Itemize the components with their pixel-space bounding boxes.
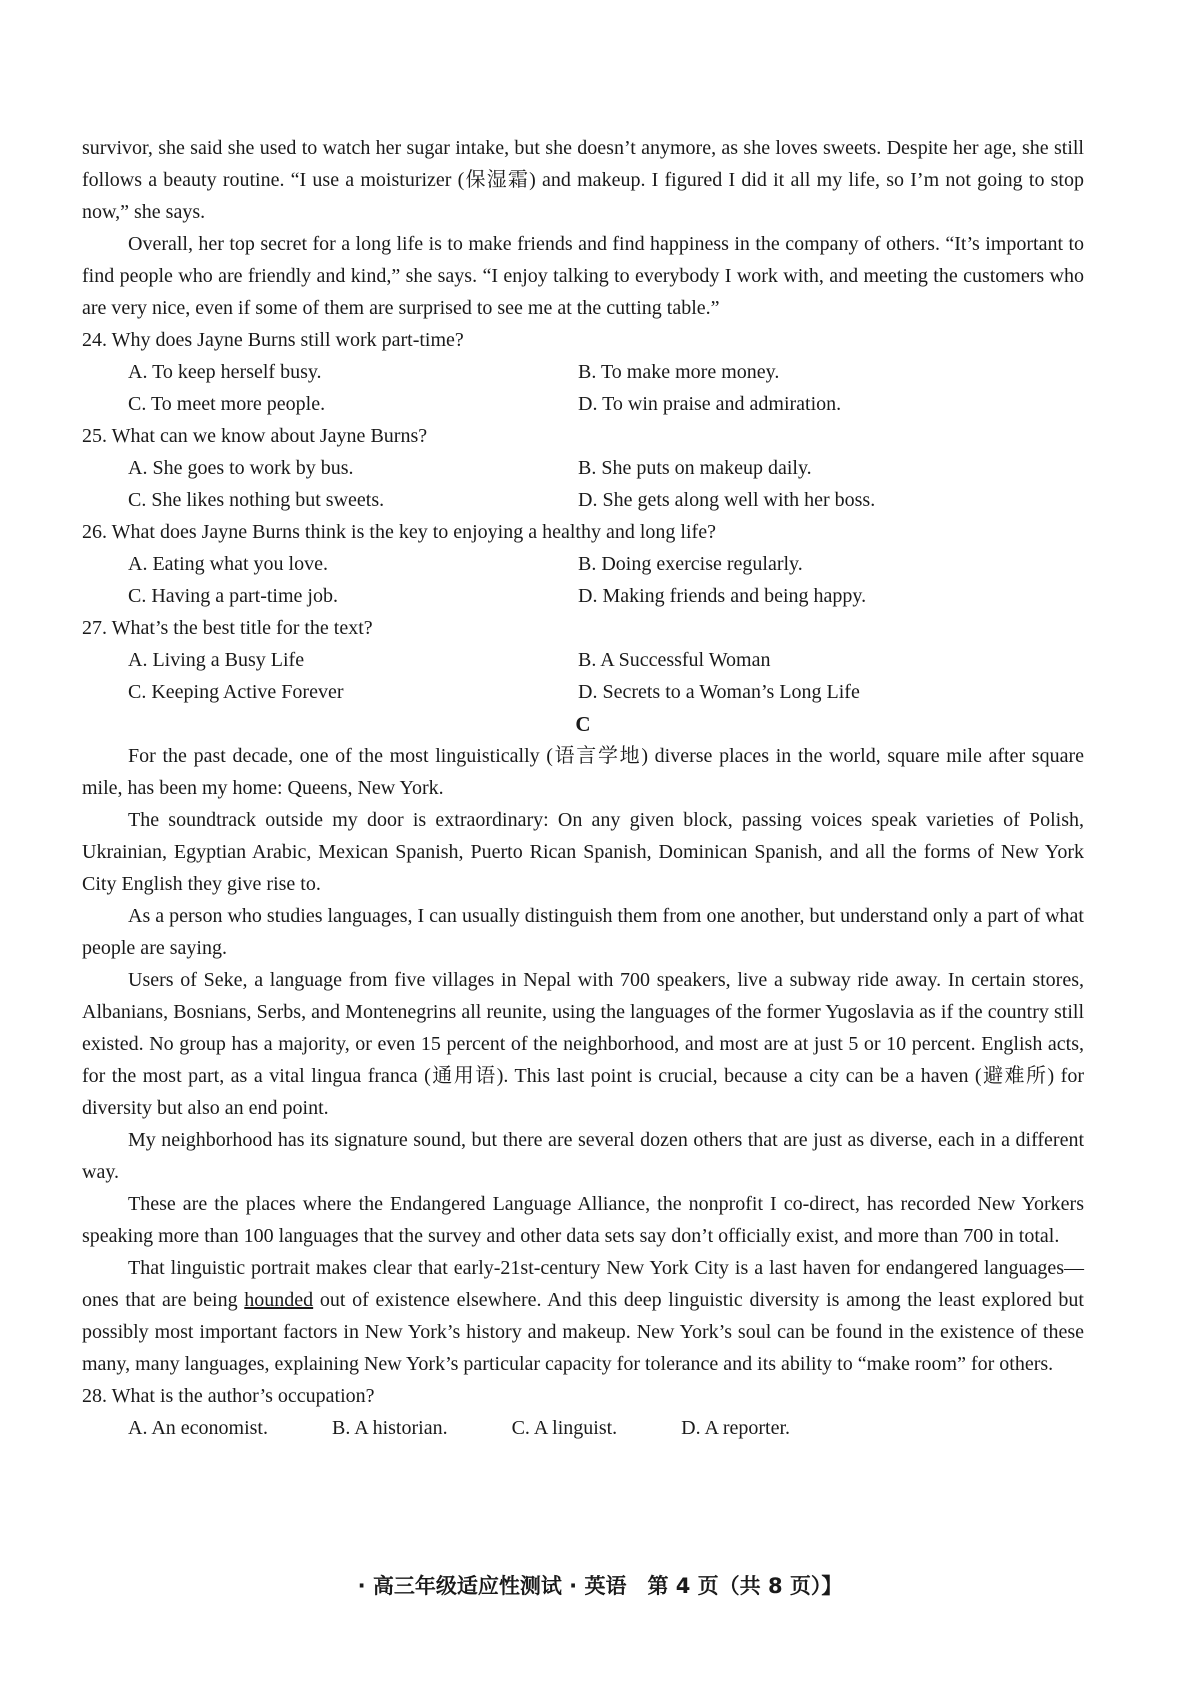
question-stem: 26. What does Jayne Burns think is the key to enjoying a healthy and long life?: [82, 521, 716, 543]
option: C. To meet more people.: [128, 393, 326, 415]
page-footer: · 高三年级适应性测试 · 英语 第 4 页（共 8 页）】: [357, 1574, 843, 1598]
passage-c-paragraph: Users of Seke, a language from five villages in Nepal with 700 speakers, live a subway ride away. In certain stores, Albanians, Bosnians, Serbs, and Montenegrins all reunite, using the languages of the former Yugoslavia as if the country still existed. No group has a majority, or even 15 percent of the neighborhood, and most are at just 5 or 10 percent. English acts, for the most part, as a vital lingua franca (通用语). This last point is crucial, because a city can be a haven (避难所) for diversity but also an end point.: [82, 969, 1084, 1119]
option: C. She likes nothing but sweets.: [128, 489, 385, 511]
option: C. Keeping Active Forever: [128, 681, 344, 703]
question-options: [82, 548, 1084, 612]
exam-page: [82, 132, 1084, 1444]
passage-c-paragraph: These are the places where the Endangered Language Alliance, the nonprofit I co-direct, has recorded New Yorkers speaking more than 100 languages that the survey and other data sets say don’t officially exist, and more than 700 in total.: [82, 1193, 1084, 1247]
underlined-word: hounded: [244, 1289, 314, 1311]
passage-c-paragraph: For the past decade, one of the most linguistically (语言学地) diverse places in the world, square mile after square mile, has been my home: Queens, New York.: [82, 745, 1084, 799]
option: C. Having a part-time job.: [128, 585, 338, 607]
question-28: [82, 1380, 1084, 1444]
paragraph-text: That linguistic portrait makes clear that early-21st-century New York City is a last haven for endangered languages—ones that are being: [82, 1257, 1084, 1311]
option: B. To make more money.: [578, 361, 780, 383]
question-options: [82, 1412, 1084, 1444]
option: D. She gets along well with her boss.: [578, 489, 876, 511]
option: D. A reporter.: [681, 1417, 791, 1439]
passage-c-paragraph: The soundtrack outside my door is extraordinary: On any given block, passing voices speak varieties of Polish, Ukrainian, Egyptian Arabic, Mexican Spanish, Puerto Rican Spanish, Dominican Spanish, and all the forms of New York City English they give rise to.: [82, 809, 1084, 895]
question-stem: 25. What can we know about Jayne Burns?: [82, 425, 428, 447]
question-stem: 28. What is the author’s occupation?: [82, 1385, 375, 1407]
option: D. Secrets to a Woman’s Long Life: [578, 681, 860, 703]
question-27: [82, 612, 1084, 708]
option: A. Living a Busy Life: [128, 649, 305, 671]
option: B. Doing exercise regularly.: [578, 553, 803, 575]
passage-c-paragraph: My neighborhood has its signature sound, but there are several dozen others that are just as diverse, each in a different way.: [82, 1129, 1084, 1183]
question-26: [82, 516, 1084, 612]
option: A. Eating what you love.: [128, 553, 328, 575]
option: D. Making friends and being happy.: [578, 585, 867, 607]
option: B. A historian.: [332, 1417, 448, 1439]
option: B. She puts on makeup daily.: [578, 457, 812, 479]
passage-c-paragraph: As a person who studies languages, I can usually distinguish them from one another, but understand only a part of what people are saying.: [82, 905, 1084, 959]
passage-b-paragraph: Overall, her top secret for a long life is to make friends and find happiness in the company of others. “It’s important to find people who are friendly and kind,” she says. “I enjoy talking to everybody I work with, and meeting the customers who are very nice, even if some of them are surprised to see me at the cutting table.”: [82, 233, 1084, 319]
paragraph-text: out of existence elsewhere. And this deep linguistic diversity is among the least explored but possibly most important factors in New York’s history and makeup. New York’s soul can be found in the existence of these many, many languages, explaining New York’s particular capacity for tolerance and its ability to “make room” for others.: [82, 1289, 1084, 1375]
question-options: [82, 644, 1084, 708]
question-stem: 27. What’s the best title for the text?: [82, 617, 373, 639]
question-stem: 24. Why does Jayne Burns still work part-time?: [82, 329, 464, 351]
passage-b-paragraph: survivor, she said she used to watch her sugar intake, but she doesn’t anymore, as she loves sweets. Despite her age, she still follows a beauty routine. “I use a moisturizer (保湿霜) and makeup. I figured I did it all my life, so I’m not going to stop now,” she says.: [82, 137, 1084, 223]
option: C. A linguist.: [511, 1417, 618, 1439]
question-24: [82, 324, 1084, 420]
option: A. She goes to work by bus.: [128, 457, 354, 479]
option: B. A Successful Woman: [578, 649, 771, 671]
option: D. To win praise and admiration.: [578, 393, 842, 415]
question-options: [82, 452, 1084, 516]
section-heading: C: [575, 712, 591, 736]
question-25: [82, 420, 1084, 516]
question-options: [82, 356, 1084, 420]
passage-c-paragraph: [82, 1252, 1084, 1380]
option: A. An economist.: [128, 1417, 268, 1439]
option: A. To keep herself busy.: [128, 361, 322, 383]
